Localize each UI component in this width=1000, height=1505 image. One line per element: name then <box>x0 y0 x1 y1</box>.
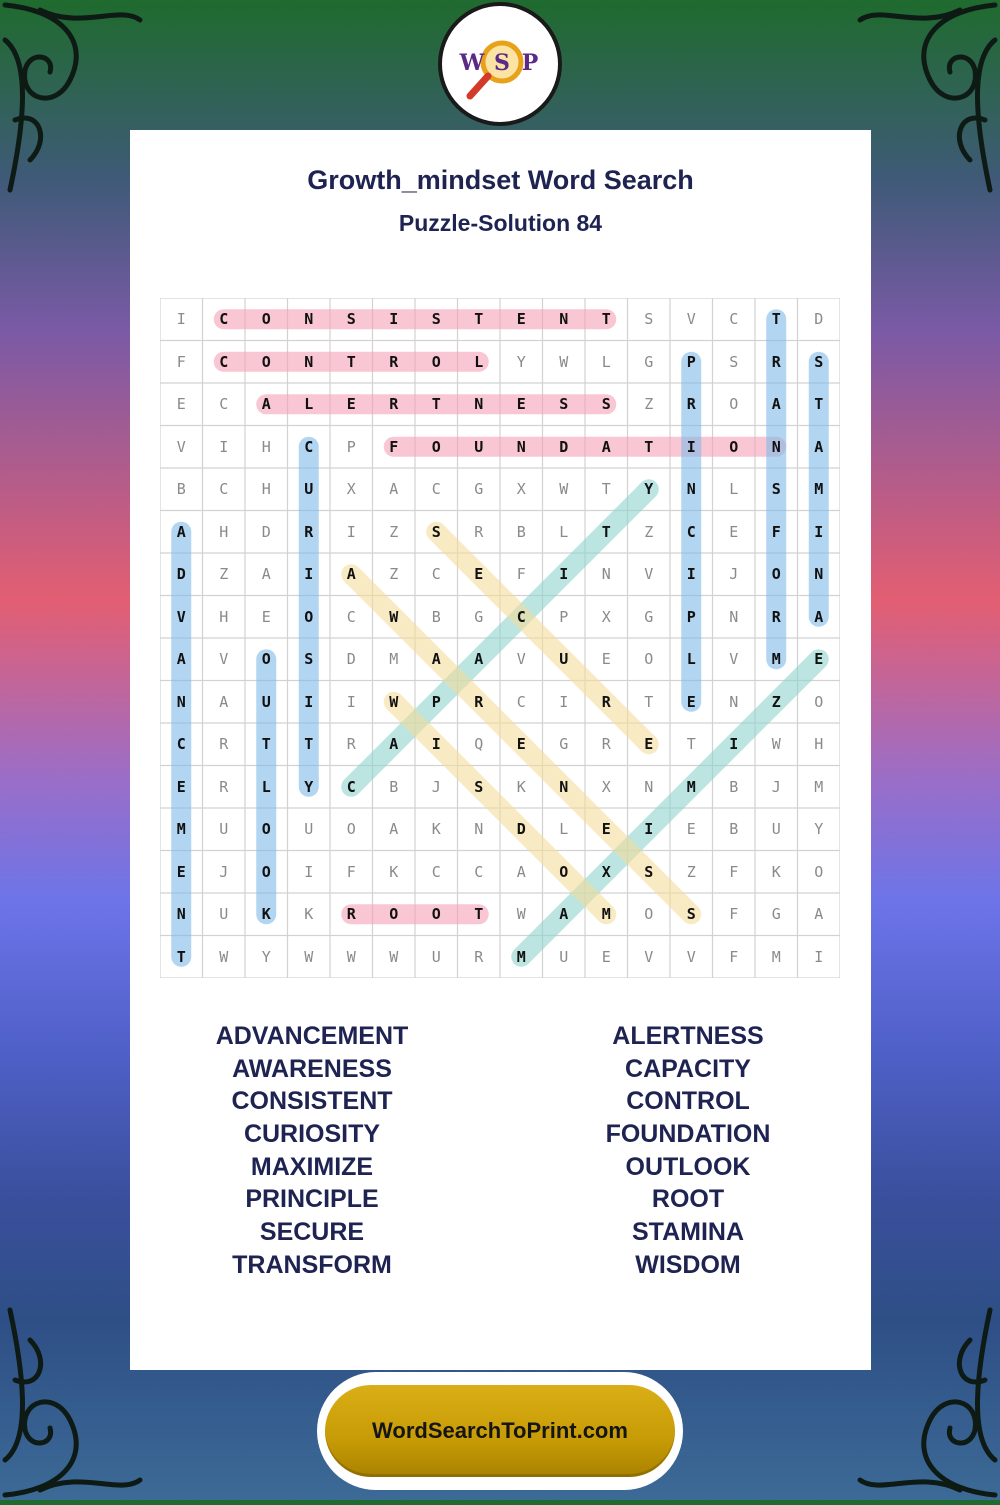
bottom-right-ornament-icon <box>850 1300 1000 1500</box>
grid-cell[interactable]: R <box>474 947 484 966</box>
grid-cell[interactable]: R <box>771 607 781 626</box>
grid-cell[interactable]: L <box>261 777 271 796</box>
grid-cell[interactable]: C <box>431 480 441 499</box>
grid-cell[interactable]: A <box>261 565 271 584</box>
grid-cell[interactable]: A <box>389 820 399 839</box>
grid-cell[interactable]: A <box>814 905 824 924</box>
grid-cell[interactable]: B <box>389 777 399 796</box>
logo-letter-w: W <box>459 50 485 76</box>
grid-cell[interactable]: T <box>601 310 611 329</box>
grid-cell[interactable]: K <box>516 777 526 796</box>
grid-cell[interactable]: C <box>219 352 229 371</box>
grid-cell[interactable]: G <box>474 480 484 499</box>
grid-cell[interactable]: I <box>729 735 739 754</box>
grid-cell[interactable]: N <box>771 437 781 456</box>
grid-cell[interactable]: P <box>686 607 696 626</box>
grid-cell[interactable]: W <box>389 607 399 626</box>
puzzle-subtitle: Puzzle-Solution 84 <box>398 210 603 236</box>
grid-cell[interactable]: S <box>729 352 739 371</box>
grid-cell[interactable]: S <box>431 310 441 329</box>
grid-cell[interactable]: S <box>814 352 824 371</box>
grid-cell[interactable]: O <box>644 650 654 669</box>
puzzle-card <box>130 130 871 1370</box>
grid-cell[interactable]: U <box>304 480 314 499</box>
grid-cell[interactable]: S <box>559 395 569 414</box>
grid-cell[interactable]: F <box>516 565 526 584</box>
word-list-item: ROOT <box>651 1185 725 1214</box>
grid-cell[interactable]: T <box>601 480 611 499</box>
grid-cell[interactable]: S <box>346 310 356 329</box>
grid-cell[interactable]: R <box>219 735 229 754</box>
grid-cell[interactable]: B <box>431 607 441 626</box>
grid-cell[interactable]: A <box>346 565 356 584</box>
logo-letter-s: S <box>494 50 510 76</box>
grid-cell[interactable]: A <box>516 862 526 881</box>
grid-cell[interactable]: H <box>219 607 229 626</box>
grid-cell[interactable]: G <box>644 352 654 371</box>
grid-cell[interactable]: B <box>516 522 526 541</box>
grid-cell[interactable]: F <box>389 437 399 456</box>
grid-cell[interactable]: L <box>474 352 484 371</box>
grid-cell[interactable]: E <box>601 947 611 966</box>
grid-cell[interactable]: M <box>601 905 611 924</box>
grid-cell[interactable]: K <box>431 820 441 839</box>
grid-cell[interactable]: H <box>814 735 824 754</box>
grid-cell[interactable]: V <box>644 565 654 584</box>
grid-cell[interactable]: O <box>814 692 824 711</box>
grid-cell[interactable]: R <box>389 395 399 414</box>
grid-cell[interactable]: U <box>474 437 484 456</box>
grid-cell[interactable]: A <box>814 437 824 456</box>
grid-cell[interactable]: L <box>304 395 314 414</box>
grid-cell[interactable]: E <box>516 310 526 329</box>
grid-cell[interactable]: N <box>176 692 186 711</box>
grid-cell[interactable]: T <box>474 310 484 329</box>
grid-cell[interactable]: N <box>559 310 569 329</box>
grid-cell[interactable]: K <box>304 905 314 924</box>
grid-cell[interactable]: T <box>814 395 824 414</box>
grid-cell[interactable]: W <box>771 735 781 754</box>
grid-cell[interactable]: N <box>474 820 484 839</box>
grid-cell[interactable]: R <box>346 735 356 754</box>
grid-cell[interactable]: V <box>686 947 696 966</box>
grid-cell[interactable]: C <box>686 522 696 541</box>
grid-cell[interactable]: T <box>771 310 781 329</box>
grid-cell[interactable]: O <box>261 650 271 669</box>
word-list-item: CONSISTENT <box>231 1087 393 1116</box>
grid-cell[interactable]: O <box>261 862 271 881</box>
grid-cell[interactable]: H <box>261 437 271 456</box>
grid-cell[interactable]: F <box>771 522 781 541</box>
grid-cell[interactable]: M <box>814 480 824 499</box>
grid-cell[interactable]: N <box>474 395 484 414</box>
word-list-item: CURIOSITY <box>243 1120 381 1149</box>
grid-cell[interactable]: A <box>176 522 186 541</box>
grid-cell[interactable]: I <box>431 735 441 754</box>
grid-cell[interactable]: S <box>686 905 696 924</box>
grid-cell[interactable]: U <box>431 947 441 966</box>
grid-cell[interactable]: F <box>176 352 186 371</box>
grid-cell[interactable]: S <box>431 522 441 541</box>
grid-cell[interactable]: N <box>686 480 696 499</box>
grid-cell[interactable]: U <box>219 820 229 839</box>
grid-cell[interactable]: V <box>219 650 229 669</box>
grid-cell[interactable]: M <box>686 777 696 796</box>
top-right-ornament-icon <box>850 0 1000 200</box>
grid-cell[interactable]: O <box>729 437 739 456</box>
grid-cell[interactable]: I <box>346 522 356 541</box>
grid-cell[interactable]: I <box>346 692 356 711</box>
grid-cell[interactable]: D <box>814 310 824 329</box>
grid-cell[interactable]: J <box>771 777 781 796</box>
grid-cell[interactable]: W <box>304 947 314 966</box>
grid-cell[interactable]: I <box>559 692 569 711</box>
grid-cell[interactable]: N <box>601 565 611 584</box>
grid-cell[interactable]: D <box>261 522 271 541</box>
grid-cell[interactable]: A <box>176 650 186 669</box>
grid-cell[interactable]: M <box>176 820 186 839</box>
grid-cell[interactable]: U <box>771 820 781 839</box>
grid-cell[interactable]: V <box>686 310 696 329</box>
grid-cell[interactable]: Z <box>644 395 654 414</box>
bottom-left-ornament-icon <box>0 1300 150 1500</box>
grid-cell[interactable]: O <box>771 565 781 584</box>
grid-cell[interactable]: N <box>176 905 186 924</box>
grid-cell[interactable]: I <box>176 310 186 329</box>
grid-cell[interactable]: Y <box>261 947 271 966</box>
grid-cell[interactable]: C <box>346 777 356 796</box>
grid-cell[interactable]: E <box>644 735 654 754</box>
grid-cell[interactable]: K <box>261 905 271 924</box>
grid-cell[interactable]: L <box>559 820 569 839</box>
grid-cell[interactable]: B <box>729 820 739 839</box>
grid-cell[interactable]: A <box>559 905 569 924</box>
word-list-item: CAPACITY <box>625 1054 751 1083</box>
grid-cell[interactable]: Z <box>686 862 696 881</box>
word-list-item: PRINCIPLE <box>245 1185 379 1214</box>
grid-cell[interactable]: T <box>644 437 654 456</box>
grid-cell[interactable]: W <box>559 480 569 499</box>
grid-cell[interactable]: V <box>176 607 186 626</box>
grid-cell[interactable]: G <box>559 735 569 754</box>
grid-cell[interactable]: R <box>304 522 314 541</box>
grid-cell[interactable]: Z <box>644 522 654 541</box>
grid-cell[interactable]: C <box>219 310 229 329</box>
grid-cell[interactable]: W <box>559 352 569 371</box>
grid-cell[interactable]: L <box>729 480 739 499</box>
grid-cell[interactable]: W <box>389 692 399 711</box>
grid-cell[interactable]: Y <box>304 777 314 796</box>
grid-cell[interactable]: D <box>176 565 186 584</box>
grid-cell[interactable]: I <box>219 437 229 456</box>
grid-cell[interactable]: S <box>644 310 654 329</box>
grid-cell[interactable]: O <box>431 905 441 924</box>
grid-cell[interactable]: P <box>686 352 696 371</box>
grid-cell[interactable]: F <box>729 862 739 881</box>
grid-cell[interactable]: B <box>729 777 739 796</box>
grid-cell[interactable]: C <box>219 395 229 414</box>
grid-cell[interactable]: A <box>474 650 484 669</box>
grid-cell[interactable]: A <box>219 692 229 711</box>
grid-cell[interactable]: D <box>559 437 569 456</box>
grid-cell[interactable]: E <box>729 522 739 541</box>
grid-cell[interactable]: X <box>601 862 611 881</box>
grid-cell[interactable]: E <box>176 862 186 881</box>
grid-cell[interactable]: Z <box>771 692 781 711</box>
grid-cell[interactable]: T <box>601 522 611 541</box>
grid-cell[interactable]: Q <box>474 735 484 754</box>
grid-cell[interactable]: T <box>474 905 484 924</box>
grid-cell[interactable]: S <box>304 650 314 669</box>
grid-cell[interactable]: N <box>644 777 654 796</box>
grid-cell[interactable]: I <box>686 565 696 584</box>
grid-cell[interactable]: O <box>559 862 569 881</box>
word-list-item: STAMINA <box>631 1218 745 1247</box>
grid-cell[interactable]: C <box>431 862 441 881</box>
letter-grid <box>160 298 840 978</box>
grid-cell[interactable]: C <box>219 480 229 499</box>
grid-cell[interactable]: O <box>729 395 739 414</box>
logo-letter-p: P <box>521 50 539 76</box>
grid-cell[interactable]: D <box>516 820 526 839</box>
grid-cell[interactable]: C <box>516 607 526 626</box>
grid-cell[interactable]: N <box>729 607 739 626</box>
grid-cell[interactable]: G <box>644 607 654 626</box>
grid-cell[interactable]: R <box>686 395 696 414</box>
grid-cell[interactable]: M <box>771 650 781 669</box>
grid-cell[interactable]: V <box>516 650 526 669</box>
grid-cell[interactable]: H <box>261 480 271 499</box>
grid-cell[interactable]: O <box>389 905 399 924</box>
grid-cell[interactable]: H <box>219 522 229 541</box>
grid-cell[interactable]: C <box>431 565 441 584</box>
grid-cell[interactable]: W <box>346 947 356 966</box>
grid-cell[interactable]: O <box>261 352 271 371</box>
word-list-item: CONTROL <box>626 1087 750 1116</box>
grid-cell[interactable]: E <box>814 650 824 669</box>
grid-cell[interactable]: T <box>261 735 271 754</box>
grid-cell[interactable]: J <box>431 777 441 796</box>
grid-cell[interactable]: R <box>474 692 484 711</box>
grid-cell[interactable]: R <box>389 352 399 371</box>
grid-cell[interactable]: F <box>729 947 739 966</box>
grid-cell[interactable]: M <box>771 947 781 966</box>
grid-cell[interactable]: R <box>219 777 229 796</box>
grid-cell[interactable]: T <box>176 947 186 966</box>
grid-cell[interactable]: A <box>601 437 611 456</box>
grid-cell[interactable]: G <box>474 607 484 626</box>
grid-cell[interactable]: E <box>686 692 696 711</box>
grid-cell[interactable]: N <box>559 777 569 796</box>
grid-cell[interactable]: J <box>219 862 229 881</box>
grid-cell[interactable]: A <box>389 480 399 499</box>
grid-cell[interactable]: F <box>346 862 356 881</box>
grid-cell[interactable]: S <box>474 777 484 796</box>
grid-cell[interactable]: O <box>644 905 654 924</box>
grid-cell[interactable]: P <box>431 692 441 711</box>
grid-cell[interactable]: N <box>729 692 739 711</box>
grid-cell[interactable]: C <box>346 607 356 626</box>
grid-cell[interactable]: I <box>644 820 654 839</box>
grid-cell[interactable]: I <box>814 522 824 541</box>
grid-cell[interactable]: O <box>814 862 824 881</box>
grid-cell[interactable]: E <box>176 395 186 414</box>
grid-cell[interactable]: C <box>516 692 526 711</box>
grid-cell[interactable]: W <box>516 905 526 924</box>
grid-cell[interactable]: W <box>219 947 229 966</box>
grid-cell[interactable]: U <box>559 947 569 966</box>
grid-cell[interactable]: O <box>304 607 314 626</box>
grid-cell[interactable]: C <box>474 862 484 881</box>
grid-cell[interactable]: V <box>176 437 186 456</box>
grid-cell[interactable]: M <box>516 947 526 966</box>
grid-cell[interactable]: G <box>771 905 781 924</box>
grid-cell[interactable]: Y <box>814 820 824 839</box>
word-list-left <box>162 1020 462 1282</box>
grid-cell[interactable]: A <box>431 650 441 669</box>
grid-cell[interactable]: T <box>304 735 314 754</box>
grid-cell[interactable]: Y <box>644 480 654 499</box>
grid-cell[interactable]: E <box>346 395 356 414</box>
grid-cell[interactable]: I <box>686 437 696 456</box>
word-list-item: OUTLOOK <box>625 1152 751 1181</box>
grid-cell[interactable]: O <box>261 310 271 329</box>
grid-cell[interactable]: E <box>516 395 526 414</box>
site-logo[interactable] <box>438 2 562 126</box>
grid-cell[interactable]: E <box>176 777 186 796</box>
top-left-ornament-icon <box>0 0 150 200</box>
magnifier-logo-icon <box>450 14 550 114</box>
word-list-item: FOUNDATION <box>605 1120 771 1149</box>
grid-cell[interactable]: O <box>431 352 441 371</box>
grid-cell[interactable]: M <box>814 777 824 796</box>
grid-cell[interactable]: Z <box>389 565 399 584</box>
grid-cell[interactable]: S <box>644 862 654 881</box>
word-search-grid <box>160 298 840 978</box>
grid-cell[interactable]: N <box>516 437 526 456</box>
grid-cell[interactable]: A <box>814 607 824 626</box>
grid-cell[interactable]: X <box>601 607 611 626</box>
grid-cell[interactable]: V <box>644 947 654 966</box>
grid-cell[interactable]: Z <box>219 565 229 584</box>
grid-cell[interactable]: U <box>219 905 229 924</box>
grid-cell[interactable]: O <box>346 820 356 839</box>
grid-cell[interactable]: X <box>346 480 356 499</box>
grid-cell[interactable]: D <box>346 650 356 669</box>
puzzle-title: Growth_mindset Word Search <box>307 165 694 195</box>
grid-cell[interactable]: N <box>304 310 314 329</box>
grid-cell[interactable]: N <box>814 565 824 584</box>
word-list-item: WISDOM <box>635 1250 741 1279</box>
grid-cell[interactable]: B <box>176 480 186 499</box>
grid-cell[interactable]: R <box>346 905 356 924</box>
grid-cell[interactable]: X <box>516 480 526 499</box>
grid-cell[interactable]: A <box>389 735 399 754</box>
grid-cell[interactable]: L <box>559 522 569 541</box>
grid-cell[interactable]: T <box>644 692 654 711</box>
grid-cell[interactable]: I <box>304 692 314 711</box>
grid-cell[interactable]: S <box>771 480 781 499</box>
grid-cell[interactable]: L <box>686 650 696 669</box>
grid-cell[interactable]: Z <box>389 522 399 541</box>
grid-cell[interactable]: A <box>771 395 781 414</box>
grid-cell[interactable]: E <box>474 565 484 584</box>
word-list-item: TRANSFORM <box>232 1250 392 1279</box>
grid-cell[interactable]: I <box>304 565 314 584</box>
word-list-item: AWARENESS <box>232 1054 392 1083</box>
grid-cell[interactable]: I <box>814 947 824 966</box>
grid-cell[interactable]: T <box>346 352 356 371</box>
grid-cell[interactable]: E <box>601 650 611 669</box>
grid-cell[interactable]: I <box>389 310 399 329</box>
grid-cell[interactable]: L <box>601 352 611 371</box>
word-list-right <box>538 1020 838 1282</box>
word-list-item: SECURE <box>259 1218 365 1247</box>
grid-cell[interactable]: R <box>474 522 484 541</box>
grid-cell[interactable]: U <box>559 650 569 669</box>
grid-cell[interactable]: A <box>261 395 271 414</box>
grid-cell[interactable]: W <box>389 947 399 966</box>
grid-cell[interactable]: C <box>729 310 739 329</box>
grid-cell[interactable]: T <box>431 395 441 414</box>
grid-cell[interactable]: I <box>559 565 569 584</box>
grid-cell[interactable]: R <box>771 352 781 371</box>
grid-cell[interactable]: K <box>771 862 781 881</box>
grid-cell[interactable]: E <box>601 820 611 839</box>
site-link-button[interactable]: WordSearchToPrint.com <box>325 1385 675 1477</box>
grid-cell[interactable]: K <box>389 862 399 881</box>
word-list-item: ALERTNESS <box>612 1022 764 1050</box>
grid-cell[interactable]: P <box>346 437 356 456</box>
grid-cell[interactable]: R <box>601 735 611 754</box>
grid-cell[interactable]: E <box>516 735 526 754</box>
grid-cell[interactable]: M <box>389 650 399 669</box>
grid-cell[interactable]: C <box>176 735 186 754</box>
word-list-item: MAXIMIZE <box>250 1152 374 1181</box>
grid-cell[interactable]: O <box>431 437 441 456</box>
grid-cell[interactable]: Y <box>516 352 526 371</box>
grid-cell[interactable]: S <box>601 395 611 414</box>
grid-cell[interactable]: P <box>559 607 569 626</box>
grid-cell[interactable]: T <box>686 735 696 754</box>
grid-cell[interactable]: E <box>261 607 271 626</box>
word-list-item: ADVANCEMENT <box>215 1022 409 1050</box>
grid-cell[interactable]: V <box>729 650 739 669</box>
grid-cell[interactable]: X <box>601 777 611 796</box>
grid-cell[interactable]: I <box>304 862 314 881</box>
grid-cell[interactable]: E <box>686 820 696 839</box>
grid-cell[interactable]: U <box>261 692 271 711</box>
grid-cell[interactable]: R <box>601 692 611 711</box>
grid-cell[interactable]: O <box>261 820 271 839</box>
grid-cell[interactable]: J <box>729 565 739 584</box>
grid-cell[interactable]: F <box>729 905 739 924</box>
grid-cell[interactable]: N <box>304 352 314 371</box>
grid-cell[interactable]: C <box>304 437 314 456</box>
grid-cell[interactable]: U <box>304 820 314 839</box>
